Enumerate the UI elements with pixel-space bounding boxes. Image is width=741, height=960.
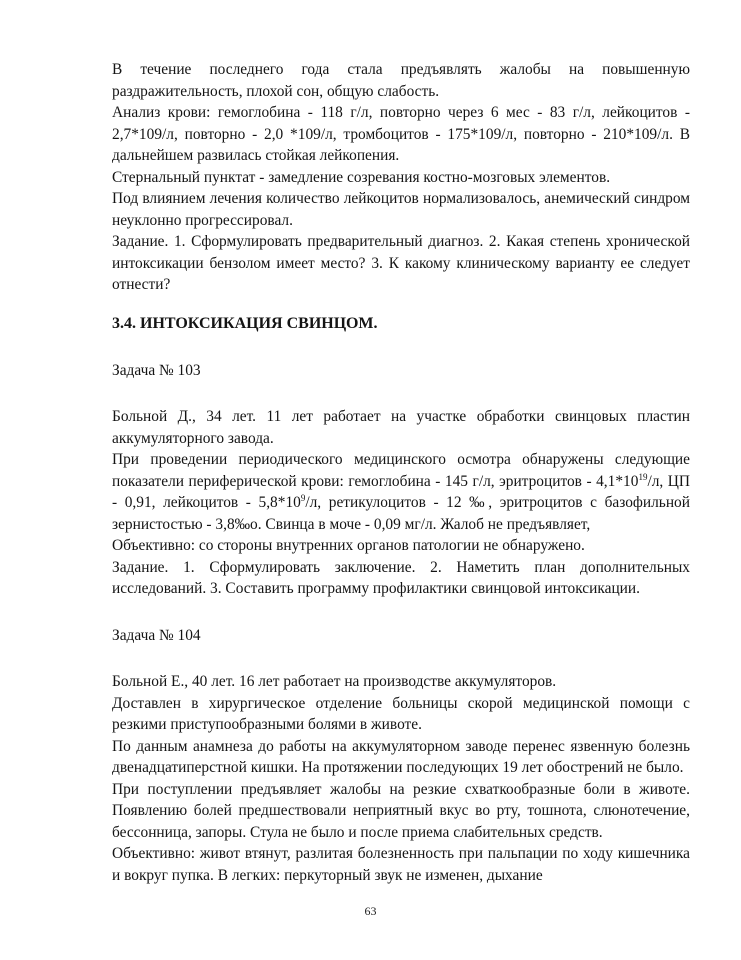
paragraph — [112, 167, 690, 189]
paragraph-text: Задание. 1. Сформулировать заключение. 2. Наметить план дополнительных исследований. 3. Составить программу профилактики свинцовой интоксикации. — [112, 558, 690, 597]
paragraph-text: При поступлении предъявляет жалобы на резкие схваткообразные боли в животе. Появлению болей предшествовали неприятный вкус во рту, тошнота, слюнотечение, бессонница, запоры. Стула не было и после приема слабительных средств. — [112, 780, 690, 841]
paragraph — [112, 535, 690, 557]
paragraph-text: В течение последнего года стала предъявлять жалобы на повышенную раздражительность, плохой сон, общую слабость. — [112, 61, 690, 100]
task-title: Задача № 104 — [112, 626, 201, 644]
paragraph — [112, 736, 690, 779]
superscript: 19 — [638, 471, 648, 482]
paragraph-text: Анализ крови: гемоглобина - 118 г/л, повторно через 6 мес - 83 г/л, лейкоцитов - 2,7*109/л, повторно - 2,0 *109/л, тромбоцитов - 175*109/л, повторно - 210*109/л. В дальнейшем развилась стойкая лейкопения. — [112, 104, 690, 164]
paragraph-text: Стернальный пунктат - замедление созревания костно-мозговых элементов. — [112, 168, 611, 186]
paragraph-text: /л, ЦП - 0,91, лейкоцитов - 5,8*10 — [112, 472, 690, 511]
paragraph — [112, 406, 690, 449]
paragraph — [112, 843, 690, 886]
paragraph-text: Под влиянием лечения количество лейкоцитов нормализовалось, анемический синдром неуклонно прогрессировал. — [112, 190, 690, 229]
paragraph-text: Доставлен в хирургическое отделение больницы скорой медицинской помощи с резкими приступообразными болями в животе. — [112, 694, 690, 733]
paragraph — [112, 557, 690, 600]
paragraph — [112, 188, 690, 231]
paragraph-text: По данным анамнеза до работы на аккумуляторном заводе перенес язвенную болезнь двенадцатиперстной кишки. На протяжении последующих 19 лет обострений не было. — [112, 737, 690, 776]
task-title: Задача № 103 — [112, 361, 201, 379]
paragraph — [112, 671, 690, 693]
paragraph-text: Больной Д., 34 лет. 11 лет работает на участке обработки свинцовых пластин аккумуляторного завода. — [112, 408, 690, 447]
section-heading: 3.4. ИНТОКСИКАЦИЯ СВИНЦОМ. — [112, 314, 378, 332]
paragraph — [112, 693, 690, 736]
paragraph-text: Объективно: живот втянут, разлитая болезненность при пальпации по ходу кишечника и вокруг пупка. В легких: перкуторный звук не изменен, дыхание — [112, 845, 690, 884]
paragraph — [112, 102, 690, 167]
paragraph-text: Объективно: со стороны внутренних органов патологии не обнаружено. — [112, 537, 585, 554]
page-number: 63 — [364, 904, 377, 918]
paragraph — [112, 59, 690, 102]
paragraph — [112, 449, 690, 535]
paragraph-text: Больной Е., 40 лет. 16 лет работает на производстве аккумуляторов. — [112, 673, 557, 690]
paragraph-text: При проведении периодического медицинского осмотра обнаружены следующие показатели периферической крови: гемоглобина - 145 г/л, эритроцитов - 4,1*10 — [112, 451, 690, 490]
superscript: 9 — [300, 492, 306, 503]
paragraph-text: /л, ретикулоцитов - 12 ‰, эритроцитов с базофильной зернистостью - 3,8‰о. Свинца в моче - 0,09 мг/л. Жалоб не предъявляет, — [112, 494, 690, 533]
paragraph-text: Задание. 1. Сформулировать предварительный диагноз. 2. Какая степень хронической интоксикации бензолом имеет место? 3. К какому клиническому варианту ее следует отнести? — [112, 233, 690, 293]
paragraph — [112, 231, 690, 296]
paragraph — [112, 779, 690, 844]
page-body — [112, 59, 690, 886]
